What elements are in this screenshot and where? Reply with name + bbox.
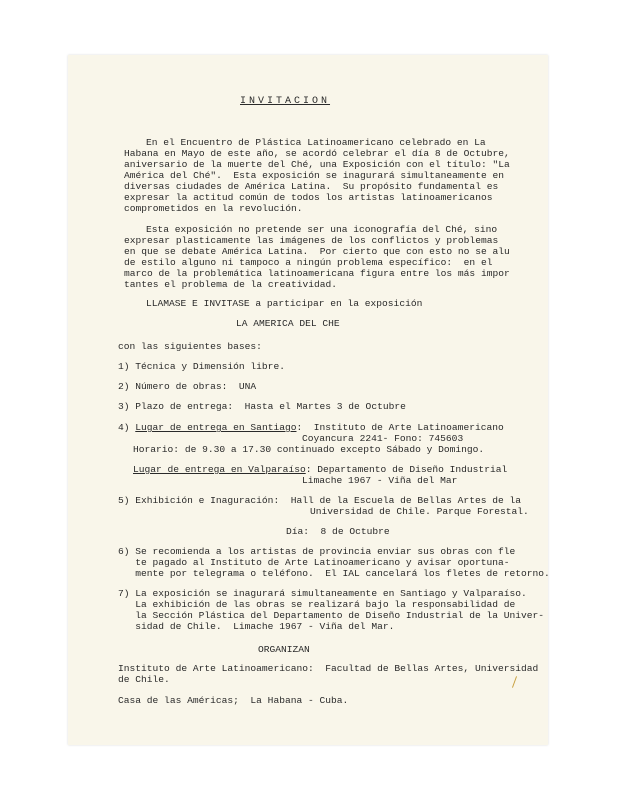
item-6-line-1: 6) Se recomienda a los artistas de provincia enviar sus obras con fle [118, 546, 516, 557]
item-4-number: 4) [118, 422, 136, 433]
base-item-3: 3) Plazo de entrega: Hasta el Martes 3 de Octubre [118, 401, 406, 412]
item-6-line-3: mente por telegrama o teléfono. El IAL cancelará los fletes de retorno. [118, 568, 550, 579]
call-to-participate: LLAMASE E INVITASE a participar en la exposición [146, 298, 423, 309]
base-item-2: 2) Número de obras: UNA [118, 381, 257, 392]
item-7-line-4: sidad de Chile. Limache 1967 - Viña del Mar. [118, 621, 395, 632]
p2-line-6: tantes el problema de la creatividad. [124, 279, 338, 290]
organizer-2: Casa de las Américas; La Habana - Cuba. [118, 695, 349, 706]
item-7-line-1: 7) La exposición se inagurará simultaneamente en Santiago y Valparaíso. [118, 588, 527, 599]
p1-line-6: expresar la actitud común de todos los artistas latinoamericanos [124, 192, 493, 203]
p1-line-1: En el Encuentro de Plástica Latinoamericano celebrado en La [146, 137, 486, 148]
p1-line-2: Habana en Mayo de este año, se acordó celebrar el día 8 de Octubre, [124, 148, 510, 159]
p2-line-5: marco de la problemática latinoamericana figura entre los más impor [124, 268, 510, 279]
p1-line-4: América del Ché". Esta exposición se inagurará simultaneamente en [124, 170, 504, 181]
item-4b-rest: : Departamento de Diseño Industrial [305, 464, 508, 475]
item-4-label: Lugar de entrega en Santiago [135, 422, 297, 433]
item-6-line-2: te pagado al Instituto de Arte Latinoamericano y avisar oportuna- [118, 557, 510, 568]
p2-line-1: Esta exposición no pretende ser una iconografía del Ché, sino [146, 224, 498, 235]
exhibition-name: LA AMERICA DEL CHE [236, 318, 340, 329]
organizers-heading: ORGANIZAN [258, 644, 310, 655]
item-7-line-2: La exhibición de las obras se realizará bajo la responsabilidad de [118, 599, 516, 610]
p2-line-3: en que se debate América Latina. Por cierto que con esto no se alu [124, 246, 510, 257]
bases-intro: con las siguientes bases: [118, 341, 262, 352]
base-item-1: 1) Técnica y Dimensión libre. [118, 361, 285, 372]
item-4-hours: Horario: de 9.30 a 17.30 continuado excepto Sábado y Domingo. [133, 444, 485, 455]
p1-line-7: comprometidos en la revolución. [124, 203, 303, 214]
item-4-rest: : Instituto de Arte Latinoamericano [296, 422, 504, 433]
p1-line-5: diversas ciudades de América Latina. Su propósito fundamental es [124, 181, 499, 192]
organizer-1: Instituto de Arte Latinoamericano: Facultad de Bellas Artes, Universidad [118, 663, 539, 674]
item-4-address: Coyancura 2241- Fono: 745603 [302, 433, 464, 444]
item-5-location: Universidad de Chile. Parque Forestal. [310, 506, 529, 517]
item-4b-label: Lugar de entrega en Valparaíso [133, 464, 306, 475]
base-item-5: 5) Exhibición e Inaguración: Hall de la Escuela de Bellas Artes de la [118, 495, 522, 506]
p1-line-3: aniversario de la muerte del Ché, una Exposición con el título: "La [124, 159, 510, 170]
base-item-4 [118, 423, 504, 434]
item-4b-address: Limache 1967 - Viña del Mar [302, 475, 458, 486]
document-title: INVITACION [240, 96, 331, 107]
item-7-line-3: la Sección Plástica del Departamento de Diseño Industrial de la Univer- [118, 610, 545, 621]
base-item-4b [133, 465, 507, 476]
organizer-1-cont: de Chile. [118, 674, 170, 685]
item-5-day: Día: 8 de Octubre [286, 526, 390, 537]
p2-line-2: expresar plasticamente las imágenes de los conflictos y problemas [124, 235, 499, 246]
p2-line-4: de estilo alguno ni tampoco a ningún problema específico: en el [124, 257, 493, 268]
